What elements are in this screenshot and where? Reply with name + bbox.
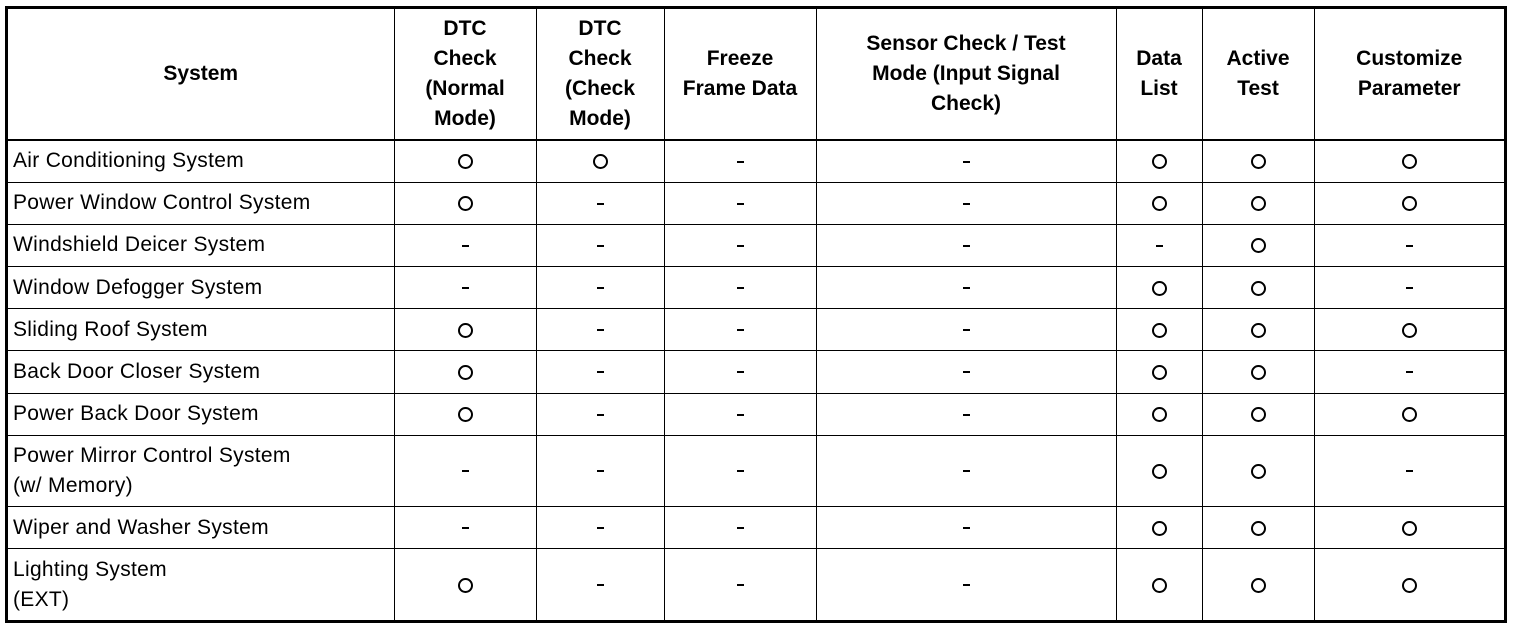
- supported-circle-icon: [458, 154, 473, 169]
- support-cell: [1314, 549, 1504, 620]
- table-row: [8, 267, 1504, 309]
- support-cell: [664, 267, 816, 309]
- table-row: [8, 182, 1504, 224]
- not-supported-dash-icon: [963, 161, 970, 163]
- system-name-cell: [8, 309, 394, 351]
- support-cell: [816, 140, 1116, 182]
- table-row: [8, 140, 1504, 182]
- function-support-table-frame: [5, 6, 1507, 623]
- support-cell: [394, 182, 536, 224]
- header-line: Sensor Check / Test: [866, 32, 1066, 55]
- support-cell: [394, 224, 536, 266]
- support-cell: [1202, 224, 1314, 266]
- supported-circle-icon: [1152, 578, 1167, 593]
- support-cell: [816, 435, 1116, 506]
- support-cell: [816, 224, 1116, 266]
- support-cell: [536, 393, 664, 435]
- supported-circle-icon: [1152, 365, 1167, 380]
- not-supported-dash-icon: [597, 584, 604, 586]
- support-cell: [664, 140, 816, 182]
- supported-circle-icon: [1152, 154, 1167, 169]
- support-cell: [1116, 140, 1202, 182]
- supported-circle-icon: [458, 323, 473, 338]
- function-support-table: [8, 9, 1504, 620]
- support-cell: [536, 140, 664, 182]
- system-name-cell: [8, 182, 394, 224]
- not-supported-dash-icon: [963, 470, 970, 472]
- support-cell: [536, 224, 664, 266]
- header-freeze-frame: [664, 9, 816, 140]
- system-name: (w/ Memory): [13, 473, 133, 497]
- not-supported-dash-icon: [737, 527, 744, 529]
- supported-circle-icon: [1251, 365, 1266, 380]
- system-name-cell: [8, 549, 394, 620]
- not-supported-dash-icon: [737, 329, 744, 331]
- system-name-cell: [8, 507, 394, 549]
- system-name-cell: [8, 267, 394, 309]
- system-name: Window Defogger System: [13, 275, 263, 299]
- supported-circle-icon: [1402, 521, 1417, 536]
- supported-circle-icon: [458, 196, 473, 211]
- support-cell: [1116, 507, 1202, 549]
- system-name: Power Window Control System: [13, 191, 311, 215]
- not-supported-dash-icon: [597, 414, 604, 416]
- not-supported-dash-icon: [597, 470, 604, 472]
- supported-circle-icon: [1402, 578, 1417, 593]
- header-line: Mode (Input Signal: [872, 62, 1060, 85]
- not-supported-dash-icon: [737, 371, 744, 373]
- header-line: Check: [568, 47, 632, 70]
- system-name: Power Back Door System: [13, 402, 259, 426]
- support-cell: [664, 309, 816, 351]
- table-body: [8, 140, 1504, 620]
- support-cell: [1116, 549, 1202, 620]
- not-supported-dash-icon: [1406, 287, 1413, 289]
- supported-circle-icon: [1402, 407, 1417, 422]
- system-name-cell: [8, 351, 394, 393]
- system-name: Wiper and Washer System: [13, 515, 269, 539]
- support-cell: [1314, 224, 1504, 266]
- header-system: [8, 9, 394, 140]
- system-name: (EXT): [13, 587, 70, 611]
- system-name: Air Conditioning System: [13, 149, 244, 173]
- support-cell: [1202, 182, 1314, 224]
- not-supported-dash-icon: [737, 245, 744, 247]
- header-line: Data: [1136, 47, 1182, 70]
- supported-circle-icon: [1251, 578, 1266, 593]
- support-cell: [536, 182, 664, 224]
- support-cell: [816, 267, 1116, 309]
- not-supported-dash-icon: [963, 414, 970, 416]
- supported-circle-icon: [1402, 323, 1417, 338]
- not-supported-dash-icon: [597, 245, 604, 247]
- supported-circle-icon: [1251, 281, 1266, 296]
- table-row: [8, 309, 1504, 351]
- support-cell: [536, 435, 664, 506]
- support-cell: [1314, 435, 1504, 506]
- support-cell: [816, 393, 1116, 435]
- header-line: System: [163, 62, 239, 85]
- system-name-cell: [8, 393, 394, 435]
- support-cell: [1314, 393, 1504, 435]
- supported-circle-icon: [1402, 196, 1417, 211]
- supported-circle-icon: [1402, 154, 1417, 169]
- support-cell: [536, 267, 664, 309]
- supported-circle-icon: [1152, 407, 1167, 422]
- not-supported-dash-icon: [963, 245, 970, 247]
- support-cell: [1116, 435, 1202, 506]
- support-cell: [1314, 182, 1504, 224]
- support-cell: [1202, 393, 1314, 435]
- header-line: Customize: [1356, 47, 1463, 70]
- support-cell: [1314, 267, 1504, 309]
- support-cell: [1202, 507, 1314, 549]
- support-cell: [1314, 140, 1504, 182]
- header-sensor-check: [816, 9, 1116, 140]
- support-cell: [816, 507, 1116, 549]
- not-supported-dash-icon: [737, 161, 744, 163]
- table-row: [8, 549, 1504, 620]
- supported-circle-icon: [1152, 196, 1167, 211]
- header-line: Mode): [569, 107, 631, 130]
- header-line: DTC: [443, 17, 487, 40]
- support-cell: [1116, 351, 1202, 393]
- support-cell: [394, 267, 536, 309]
- not-supported-dash-icon: [597, 287, 604, 289]
- support-cell: [536, 309, 664, 351]
- support-cell: [394, 309, 536, 351]
- header-active-test: [1202, 9, 1314, 140]
- not-supported-dash-icon: [737, 584, 744, 586]
- support-cell: [394, 507, 536, 549]
- system-name-cell: [8, 224, 394, 266]
- support-cell: [816, 309, 1116, 351]
- support-cell: [664, 182, 816, 224]
- table-row: [8, 224, 1504, 266]
- support-cell: [394, 351, 536, 393]
- header-line: (Normal: [425, 77, 505, 100]
- system-name-cell: [8, 140, 394, 182]
- support-cell: [1116, 393, 1202, 435]
- not-supported-dash-icon: [462, 287, 469, 289]
- header-line: DTC: [578, 17, 622, 40]
- not-supported-dash-icon: [963, 203, 970, 205]
- support-cell: [394, 435, 536, 506]
- header-line: Parameter: [1357, 77, 1461, 100]
- support-cell: [1202, 435, 1314, 506]
- table-row: [8, 507, 1504, 549]
- table-row: [8, 435, 1504, 506]
- not-supported-dash-icon: [963, 329, 970, 331]
- support-cell: [1314, 507, 1504, 549]
- support-cell: [664, 393, 816, 435]
- support-cell: [664, 435, 816, 506]
- support-cell: [1202, 309, 1314, 351]
- supported-circle-icon: [458, 578, 473, 593]
- header-customize-parameter: [1314, 9, 1504, 140]
- supported-circle-icon: [1251, 154, 1266, 169]
- supported-circle-icon: [1152, 323, 1167, 338]
- system-name: Lighting System: [13, 557, 167, 581]
- header-dtc-normal: [394, 9, 536, 140]
- not-supported-dash-icon: [1406, 245, 1413, 247]
- header-line: Check: [433, 47, 497, 70]
- system-name-cell: [8, 435, 394, 506]
- not-supported-dash-icon: [462, 527, 469, 529]
- header-line: List: [1140, 77, 1178, 100]
- support-cell: [1202, 267, 1314, 309]
- header-line: Frame Data: [682, 77, 798, 100]
- not-supported-dash-icon: [963, 287, 970, 289]
- header-line: Check): [930, 92, 1002, 115]
- support-cell: [1202, 549, 1314, 620]
- not-supported-dash-icon: [597, 371, 604, 373]
- header-data-list: [1116, 9, 1202, 140]
- header-line: (Check: [564, 77, 636, 100]
- supported-circle-icon: [458, 365, 473, 380]
- not-supported-dash-icon: [1406, 470, 1413, 472]
- support-cell: [536, 549, 664, 620]
- support-cell: [1314, 351, 1504, 393]
- support-cell: [1116, 309, 1202, 351]
- not-supported-dash-icon: [462, 245, 469, 247]
- not-supported-dash-icon: [963, 527, 970, 529]
- not-supported-dash-icon: [737, 287, 744, 289]
- support-cell: [816, 182, 1116, 224]
- support-cell: [394, 549, 536, 620]
- support-cell: [664, 224, 816, 266]
- support-cell: [1202, 140, 1314, 182]
- not-supported-dash-icon: [963, 371, 970, 373]
- support-cell: [1116, 267, 1202, 309]
- support-cell: [394, 393, 536, 435]
- not-supported-dash-icon: [597, 527, 604, 529]
- system-name: Sliding Roof System: [13, 317, 208, 341]
- supported-circle-icon: [1251, 196, 1266, 211]
- header-line: Test: [1237, 77, 1279, 100]
- not-supported-dash-icon: [737, 203, 744, 205]
- table-row: [8, 393, 1504, 435]
- support-cell: [1202, 351, 1314, 393]
- support-cell: [664, 507, 816, 549]
- support-cell: [536, 351, 664, 393]
- support-cell: [1116, 182, 1202, 224]
- supported-circle-icon: [1152, 281, 1167, 296]
- not-supported-dash-icon: [597, 329, 604, 331]
- supported-circle-icon: [1251, 407, 1266, 422]
- supported-circle-icon: [1251, 521, 1266, 536]
- system-name: Back Door Closer System: [13, 359, 261, 383]
- supported-circle-icon: [1152, 521, 1167, 536]
- header-row: [8, 9, 1504, 140]
- support-cell: [1314, 309, 1504, 351]
- supported-circle-icon: [593, 154, 608, 169]
- not-supported-dash-icon: [597, 203, 604, 205]
- supported-circle-icon: [1152, 464, 1167, 479]
- system-name: Windshield Deicer System: [13, 233, 266, 257]
- supported-circle-icon: [1251, 464, 1266, 479]
- not-supported-dash-icon: [963, 584, 970, 586]
- header-line: Mode): [434, 107, 496, 130]
- system-name: Power Mirror Control System: [13, 443, 291, 467]
- table-row: [8, 351, 1504, 393]
- header-line: Freeze: [706, 47, 774, 70]
- not-supported-dash-icon: [1406, 371, 1413, 373]
- not-supported-dash-icon: [462, 470, 469, 472]
- support-cell: [536, 507, 664, 549]
- header-dtc-check: [536, 9, 664, 140]
- not-supported-dash-icon: [737, 414, 744, 416]
- support-cell: [394, 140, 536, 182]
- not-supported-dash-icon: [737, 470, 744, 472]
- supported-circle-icon: [1251, 238, 1266, 253]
- header-line: Active: [1226, 47, 1290, 70]
- supported-circle-icon: [458, 407, 473, 422]
- support-cell: [664, 351, 816, 393]
- support-cell: [1116, 224, 1202, 266]
- support-cell: [816, 351, 1116, 393]
- not-supported-dash-icon: [1156, 245, 1163, 247]
- supported-circle-icon: [1251, 323, 1266, 338]
- support-cell: [664, 549, 816, 620]
- support-cell: [816, 549, 1116, 620]
